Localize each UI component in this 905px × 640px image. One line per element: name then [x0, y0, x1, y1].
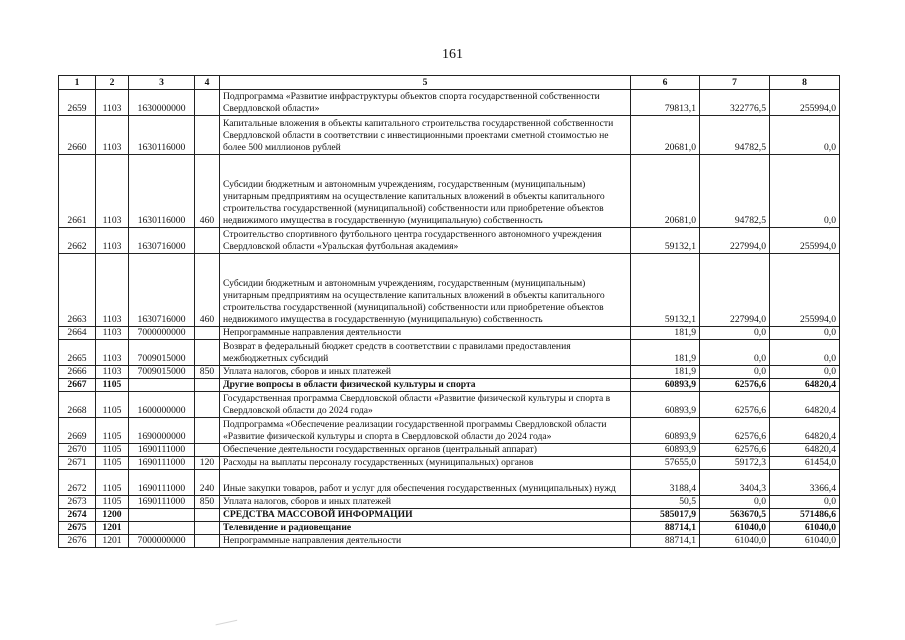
row-number-cell: 2668	[59, 392, 96, 418]
header-cell: 7	[700, 76, 770, 90]
row-number-cell: 2659	[59, 90, 96, 116]
section-code-cell: 1105	[96, 457, 129, 470]
row-number-cell: 2666	[59, 366, 96, 379]
table-row	[59, 254, 840, 327]
section-code-cell: 1200	[96, 509, 129, 522]
target-article-cell: 1630116000	[129, 155, 195, 228]
row-number-cell: 2669	[59, 418, 96, 444]
description-cell: Непрограммные направления деятельности	[220, 327, 631, 340]
amount-year1-cell: 60893,9	[631, 418, 700, 444]
description-cell: Подпрограмма «Развитие инфраструктуры объектов спорта государственной собственности Свердловской области»	[220, 90, 631, 116]
row-number-cell: 2663	[59, 254, 96, 327]
table-row	[59, 392, 840, 418]
table-body	[59, 90, 840, 548]
amount-year1-cell: 20681,0	[631, 155, 700, 228]
section-code-cell: 1103	[96, 366, 129, 379]
expense-type-cell: 460	[195, 254, 220, 327]
amount-year1-cell: 585017,9	[631, 509, 700, 522]
row-number-cell: 2660	[59, 116, 96, 155]
table-row	[59, 366, 840, 379]
description-cell: Подпрограмма «Обеспечение реализации государственной программы Свердловской области «Развитие физической культуры и спорта в Свердловской области до 2024 года»	[220, 418, 631, 444]
target-article-cell: 1630000000	[129, 90, 195, 116]
scan-artifact	[216, 620, 239, 631]
amount-year1-cell: 57655,0	[631, 457, 700, 470]
table-row	[59, 496, 840, 509]
amount-year2-cell: 94782,5	[700, 116, 770, 155]
amount-year3-cell: 64820,4	[770, 444, 840, 457]
amount-year1-cell: 3188,4	[631, 470, 700, 496]
row-number-cell: 2670	[59, 444, 96, 457]
section-code-cell: 1103	[96, 327, 129, 340]
header-cell: 6	[631, 76, 700, 90]
target-article-cell: 1690111000	[129, 444, 195, 457]
amount-year3-cell: 64820,4	[770, 392, 840, 418]
amount-year2-cell: 227994,0	[700, 254, 770, 327]
table-row	[59, 444, 840, 457]
amount-year1-cell: 181,9	[631, 327, 700, 340]
page-number: 161	[442, 47, 463, 62]
table-row	[59, 327, 840, 340]
expense-type-cell	[195, 116, 220, 155]
expense-type-cell	[195, 444, 220, 457]
table-row	[59, 522, 840, 535]
amount-year2-cell: 0,0	[700, 496, 770, 509]
row-number-cell: 2672	[59, 470, 96, 496]
amount-year2-cell: 3404,3	[700, 470, 770, 496]
target-article-cell: 7009015000	[129, 340, 195, 366]
section-code-cell: 1201	[96, 535, 129, 548]
amount-year3-cell: 255994,0	[770, 90, 840, 116]
amount-year3-cell: 571486,6	[770, 509, 840, 522]
amount-year1-cell: 60893,9	[631, 392, 700, 418]
row-number-cell: 2667	[59, 379, 96, 392]
target-article-cell: 1630716000	[129, 254, 195, 327]
amount-year2-cell: 62576,6	[700, 392, 770, 418]
table-row	[59, 116, 840, 155]
amount-year3-cell: 255994,0	[770, 228, 840, 254]
description-cell: Непрограммные направления деятельности	[220, 535, 631, 548]
header-cell: 4	[195, 76, 220, 90]
amount-year1-cell: 60893,9	[631, 444, 700, 457]
expense-type-cell	[195, 418, 220, 444]
description-cell: Капитальные вложения в объекты капитального строительства государственной собственности Свердловской области в соответствии с инвестиционными проектами сметной стоимостью не более 500 миллионов рублей	[220, 116, 631, 155]
amount-year2-cell: 62576,6	[700, 444, 770, 457]
expense-type-cell	[195, 509, 220, 522]
amount-year2-cell: 61040,0	[700, 535, 770, 548]
section-code-cell: 1103	[96, 340, 129, 366]
section-code-cell: 1103	[96, 254, 129, 327]
section-code-cell: 1105	[96, 418, 129, 444]
amount-year3-cell: 61454,0	[770, 457, 840, 470]
amount-year3-cell: 61040,0	[770, 522, 840, 535]
row-number-cell: 2673	[59, 496, 96, 509]
header-cell: 8	[770, 76, 840, 90]
table-row	[59, 535, 840, 548]
table-row	[59, 90, 840, 116]
target-article-cell: 1600000000	[129, 392, 195, 418]
section-code-cell: 1105	[96, 444, 129, 457]
amount-year3-cell: 0,0	[770, 496, 840, 509]
target-article-cell: 1690111000	[129, 470, 195, 496]
description-cell: Расходы на выплаты персоналу государственных (муниципальных) органов	[220, 457, 631, 470]
description-cell: Строительство спортивного футбольного центра государственного автономного учреждения Свердловской области «Уральская футбольная академия»	[220, 228, 631, 254]
row-number-cell: 2671	[59, 457, 96, 470]
amount-year1-cell: 59132,1	[631, 254, 700, 327]
table-row	[59, 418, 840, 444]
section-code-cell: 1105	[96, 379, 129, 392]
target-article-cell: 7009015000	[129, 366, 195, 379]
amount-year1-cell: 59132,1	[631, 228, 700, 254]
amount-year1-cell: 181,9	[631, 366, 700, 379]
section-code-cell: 1105	[96, 470, 129, 496]
target-article-cell	[129, 509, 195, 522]
table-row	[59, 228, 840, 254]
description-cell: Государственная программа Свердловской области «Развитие физической культуры и спорта в Свердловской области до 2024 года»	[220, 392, 631, 418]
target-article-cell	[129, 379, 195, 392]
target-article-cell: 7000000000	[129, 327, 195, 340]
amount-year2-cell: 0,0	[700, 366, 770, 379]
amount-year2-cell: 62576,6	[700, 379, 770, 392]
amount-year2-cell: 94782,5	[700, 155, 770, 228]
table-row	[59, 379, 840, 392]
section-code-cell: 1103	[96, 90, 129, 116]
section-code-cell: 1103	[96, 155, 129, 228]
header-cell: 3	[129, 76, 195, 90]
target-article-cell	[129, 522, 195, 535]
budget-table	[58, 75, 840, 548]
section-code-cell: 1201	[96, 522, 129, 535]
expense-type-cell	[195, 340, 220, 366]
target-article-cell: 1690111000	[129, 496, 195, 509]
expense-type-cell	[195, 379, 220, 392]
amount-year2-cell: 61040,0	[700, 522, 770, 535]
row-number-cell: 2662	[59, 228, 96, 254]
section-code-cell: 1103	[96, 116, 129, 155]
row-number-cell: 2676	[59, 535, 96, 548]
amount-year1-cell: 88714,1	[631, 522, 700, 535]
amount-year1-cell: 181,9	[631, 340, 700, 366]
table-row	[59, 340, 840, 366]
target-article-cell: 1690000000	[129, 418, 195, 444]
expense-type-cell	[195, 522, 220, 535]
expense-type-cell	[195, 327, 220, 340]
amount-year3-cell: 0,0	[770, 340, 840, 366]
amount-year2-cell: 227994,0	[700, 228, 770, 254]
table-row	[59, 457, 840, 470]
expense-type-cell: 460	[195, 155, 220, 228]
target-article-cell: 1690111000	[129, 457, 195, 470]
header-cell: 5	[220, 76, 631, 90]
amount-year2-cell: 322776,5	[700, 90, 770, 116]
description-cell: СРЕДСТВА МАССОВОЙ ИНФОРМАЦИИ	[220, 509, 631, 522]
amount-year3-cell: 0,0	[770, 327, 840, 340]
target-article-cell: 1630716000	[129, 228, 195, 254]
description-cell: Субсидии бюджетным и автономным учреждениям, государственным (муниципальным) унитарным предприятиям на осуществление капитальных вложений в объекты капитального строительства государственной (муниципальной) собственности или приобретение объектов недвижимого имущества в государственную (муниципальную) собственность	[220, 155, 631, 228]
description-cell: Субсидии бюджетным и автономным учреждениям, государственным (муниципальным) унитарным предприятиям на осуществление капитальных вложений в объекты капитального строительства государственной (муниципальной) собственности или приобретение объектов недвижимого имущества в государственную (муниципальную) собственность	[220, 254, 631, 327]
table-row	[59, 155, 840, 228]
row-number-cell: 2664	[59, 327, 96, 340]
amount-year1-cell: 79813,1	[631, 90, 700, 116]
description-cell: Другие вопросы в области физической культуры и спорта	[220, 379, 631, 392]
row-number-cell: 2661	[59, 155, 96, 228]
target-article-cell: 1630116000	[129, 116, 195, 155]
row-number-cell: 2674	[59, 509, 96, 522]
description-cell: Уплата налогов, сборов и иных платежей	[220, 496, 631, 509]
table-row	[59, 470, 840, 496]
description-cell: Иные закупки товаров, работ и услуг для обеспечения государственных (муниципальных) нужд	[220, 470, 631, 496]
section-code-cell: 1103	[96, 228, 129, 254]
target-article-cell: 7000000000	[129, 535, 195, 548]
amount-year3-cell: 61040,0	[770, 535, 840, 548]
description-cell: Уплата налогов, сборов и иных платежей	[220, 366, 631, 379]
expense-type-cell	[195, 535, 220, 548]
amount-year2-cell: 62576,6	[700, 418, 770, 444]
header-cell: 1	[59, 76, 96, 90]
amount-year2-cell: 563670,5	[700, 509, 770, 522]
description-cell: Телевидение и радиовещание	[220, 522, 631, 535]
expense-type-cell: 120	[195, 457, 220, 470]
amount-year1-cell: 88714,1	[631, 535, 700, 548]
expense-type-cell: 850	[195, 366, 220, 379]
amount-year3-cell: 3366,4	[770, 470, 840, 496]
amount-year1-cell: 60893,9	[631, 379, 700, 392]
section-code-cell: 1105	[96, 496, 129, 509]
amount-year2-cell: 0,0	[700, 327, 770, 340]
description-cell: Возврат в федеральный бюджет средств в соответствии с правилами предоставления межбюджетных субсидий	[220, 340, 631, 366]
amount-year3-cell: 255994,0	[770, 254, 840, 327]
table-row	[59, 509, 840, 522]
amount-year2-cell: 59172,3	[700, 457, 770, 470]
row-number-cell: 2675	[59, 522, 96, 535]
expense-type-cell: 850	[195, 496, 220, 509]
description-cell: Обеспечение деятельности государственных органов (центральный аппарат)	[220, 444, 631, 457]
amount-year3-cell: 0,0	[770, 155, 840, 228]
section-code-cell: 1105	[96, 392, 129, 418]
expense-type-cell	[195, 392, 220, 418]
expense-type-cell: 240	[195, 470, 220, 496]
amount-year3-cell: 0,0	[770, 366, 840, 379]
header-cell: 2	[96, 76, 129, 90]
amount-year1-cell: 50,5	[631, 496, 700, 509]
amount-year3-cell: 0,0	[770, 116, 840, 155]
expense-type-cell	[195, 228, 220, 254]
amount-year3-cell: 64820,4	[770, 418, 840, 444]
amount-year3-cell: 64820,4	[770, 379, 840, 392]
expense-type-cell	[195, 90, 220, 116]
row-number-cell: 2665	[59, 340, 96, 366]
amount-year1-cell: 20681,0	[631, 116, 700, 155]
amount-year2-cell: 0,0	[700, 340, 770, 366]
header-row	[59, 76, 840, 90]
